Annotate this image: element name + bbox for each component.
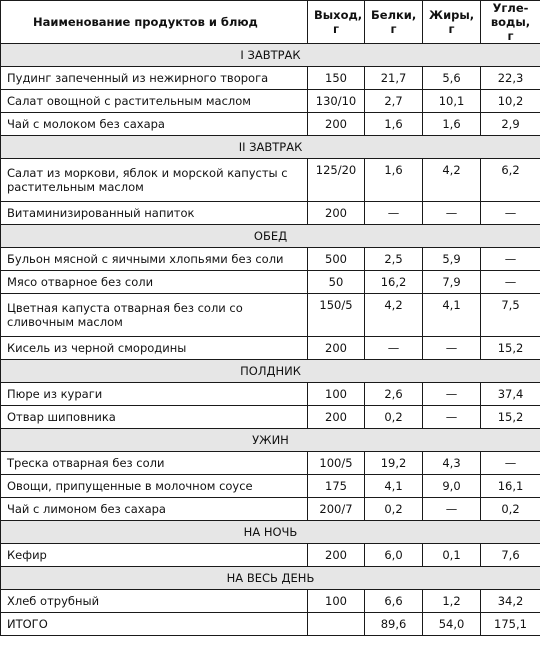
- cell-yield: 200: [308, 406, 365, 429]
- cell-carbs: —: [481, 452, 540, 475]
- cell-carbs: —: [481, 248, 540, 271]
- cell-name: Овощи, припущенные в молочном соусе: [1, 475, 308, 498]
- cell-fat: —: [423, 337, 481, 360]
- cell-name: Хлеб отрубный: [1, 590, 308, 613]
- table-row: [1, 113, 540, 136]
- cell-carbs: 15,2: [481, 337, 540, 360]
- table-row: [1, 452, 540, 475]
- table-row: [1, 544, 540, 567]
- cell-protein: 2,5: [365, 248, 423, 271]
- cell-fat: 9,0: [423, 475, 481, 498]
- header-carbs: Угле-воды, г: [481, 1, 540, 44]
- table-row: [1, 271, 540, 294]
- cell-yield: 130/10: [308, 90, 365, 113]
- cell-name: Чай с лимоном без сахара: [1, 498, 308, 521]
- cell-fat: —: [423, 406, 481, 429]
- cell-yield: 50: [308, 271, 365, 294]
- cell-protein: 21,7: [365, 67, 423, 90]
- cell-carbs: —: [481, 271, 540, 294]
- cell-yield: [308, 613, 365, 636]
- header-name: Наименование продуктов и блюд: [1, 1, 308, 44]
- section-header-row: [1, 360, 540, 383]
- cell-fat: 1,2: [423, 590, 481, 613]
- cell-yield: 175: [308, 475, 365, 498]
- cell-carbs: —: [481, 202, 540, 225]
- cell-protein: 4,2: [365, 294, 423, 337]
- cell-fat: 10,1: [423, 90, 481, 113]
- section-title: I ЗАВТРАК: [1, 44, 540, 67]
- cell-name: Салат из моркови, яблок и морской капусты с растительным маслом: [1, 159, 308, 202]
- cell-carbs: 16,1: [481, 475, 540, 498]
- cell-yield: 200/7: [308, 498, 365, 521]
- table-row: [1, 590, 540, 613]
- cell-protein: 6,0: [365, 544, 423, 567]
- section-title: НА ВЕСЬ ДЕНЬ: [1, 567, 540, 590]
- cell-protein: 0,2: [365, 498, 423, 521]
- table-row: [1, 613, 540, 636]
- section-title: ПОЛДНИК: [1, 360, 540, 383]
- cell-protein: —: [365, 337, 423, 360]
- cell-name: Треска отварная без соли: [1, 452, 308, 475]
- cell-yield: 150: [308, 67, 365, 90]
- cell-yield: 200: [308, 113, 365, 136]
- table-row: [1, 90, 540, 113]
- header-yield: Выход, г: [308, 1, 365, 44]
- cell-protein: 19,2: [365, 452, 423, 475]
- cell-fat: —: [423, 383, 481, 406]
- cell-carbs: 6,2: [481, 159, 540, 202]
- cell-fat: 5,6: [423, 67, 481, 90]
- cell-carbs: 0,2: [481, 498, 540, 521]
- table-row: [1, 383, 540, 406]
- cell-yield: 200: [308, 544, 365, 567]
- cell-carbs: 34,2: [481, 590, 540, 613]
- cell-protein: 1,6: [365, 113, 423, 136]
- section-title: II ЗАВТРАК: [1, 136, 540, 159]
- section-header-row: [1, 44, 540, 67]
- cell-yield: 200: [308, 337, 365, 360]
- cell-protein: 16,2: [365, 271, 423, 294]
- cell-yield: 100/5: [308, 452, 365, 475]
- cell-fat: 54,0: [423, 613, 481, 636]
- cell-name: Мясо отварное без соли: [1, 271, 308, 294]
- cell-fat: 7,9: [423, 271, 481, 294]
- cell-name: Кефир: [1, 544, 308, 567]
- table-row: [1, 498, 540, 521]
- section-header-row: [1, 567, 540, 590]
- cell-yield: 500: [308, 248, 365, 271]
- cell-protein: 0,2: [365, 406, 423, 429]
- cell-name: Цветная капуста отварная без соли со сливочным маслом: [1, 294, 308, 337]
- table-row: [1, 475, 540, 498]
- cell-fat: —: [423, 498, 481, 521]
- cell-fat: 5,9: [423, 248, 481, 271]
- cell-carbs: 7,5: [481, 294, 540, 337]
- cell-yield: 100: [308, 590, 365, 613]
- section-title: ОБЕД: [1, 225, 540, 248]
- cell-carbs: 22,3: [481, 67, 540, 90]
- header-protein: Белки, г: [365, 1, 423, 44]
- cell-protein: 1,6: [365, 159, 423, 202]
- cell-protein: 4,1: [365, 475, 423, 498]
- cell-fat: 4,3: [423, 452, 481, 475]
- table-row: [1, 202, 540, 225]
- cell-protein: 6,6: [365, 590, 423, 613]
- table-row: [1, 159, 540, 202]
- section-header-row: [1, 429, 540, 452]
- cell-fat: 1,6: [423, 113, 481, 136]
- cell-protein: 89,6: [365, 613, 423, 636]
- cell-name: Бульон мясной с яичными хлопьями без соли: [1, 248, 308, 271]
- cell-carbs: 10,2: [481, 90, 540, 113]
- cell-name: Кисель из черной смородины: [1, 337, 308, 360]
- table-row: [1, 67, 540, 90]
- cell-name: Салат овощной с растительным маслом: [1, 90, 308, 113]
- cell-fat: —: [423, 202, 481, 225]
- cell-carbs: 175,1: [481, 613, 540, 636]
- cell-name: Пудинг запеченный из нежирного творога: [1, 67, 308, 90]
- cell-carbs: 15,2: [481, 406, 540, 429]
- cell-fat: 0,1: [423, 544, 481, 567]
- cell-name: Витаминизированный напиток: [1, 202, 308, 225]
- table-row: [1, 294, 540, 337]
- cell-protein: —: [365, 202, 423, 225]
- cell-name: Отвар шиповника: [1, 406, 308, 429]
- cell-carbs: 7,6: [481, 544, 540, 567]
- cell-fat: 4,2: [423, 159, 481, 202]
- header-row: [1, 1, 540, 44]
- cell-name: Чай с молоком без сахара: [1, 113, 308, 136]
- section-header-row: [1, 136, 540, 159]
- table-body: [1, 44, 540, 636]
- section-header-row: [1, 521, 540, 544]
- table-row: [1, 406, 540, 429]
- table-row: [1, 337, 540, 360]
- cell-protein: 2,6: [365, 383, 423, 406]
- section-title: НА НОЧЬ: [1, 521, 540, 544]
- cell-yield: 200: [308, 202, 365, 225]
- cell-fat: 4,1: [423, 294, 481, 337]
- cell-carbs: 37,4: [481, 383, 540, 406]
- section-header-row: [1, 225, 540, 248]
- cell-protein: 2,7: [365, 90, 423, 113]
- cell-name: Пюре из кураги: [1, 383, 308, 406]
- cell-yield: 100: [308, 383, 365, 406]
- table-row: [1, 248, 540, 271]
- cell-name: ИТОГО: [1, 613, 308, 636]
- cell-carbs: 2,9: [481, 113, 540, 136]
- cell-yield: 150/5: [308, 294, 365, 337]
- section-title: УЖИН: [1, 429, 540, 452]
- header-fat: Жиры, г: [423, 1, 481, 44]
- cell-yield: 125/20: [308, 159, 365, 202]
